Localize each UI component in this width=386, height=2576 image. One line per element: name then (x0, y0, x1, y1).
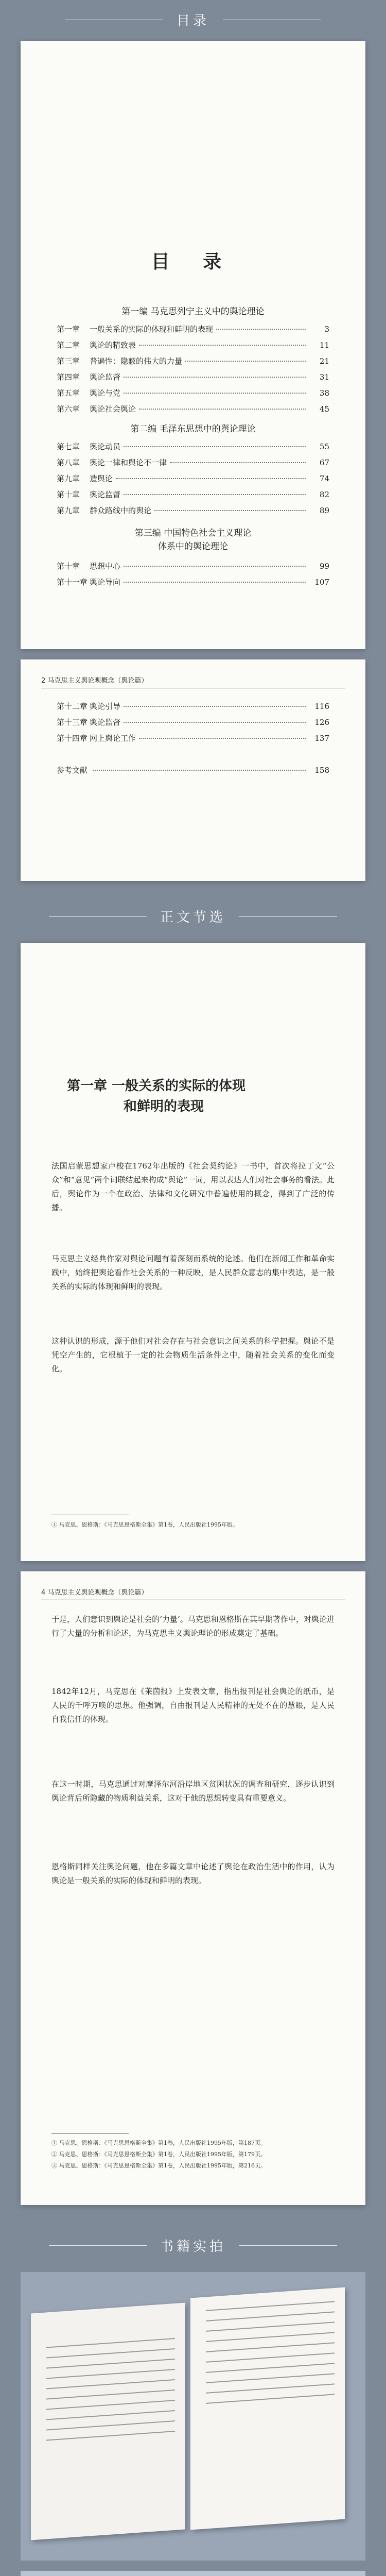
paragraph: 1842年12月，马克思在《莱茵报》上发表文章，指出报刊是社会舆论的纸币，是人民的千呼万唤的思想。他强调，自由报刊是人民精神的无处不在的慧眼，是人民自我信任的体现。 (51, 1687, 335, 1724)
toc-chapter-name: 一般关系的实际的体现和鲜明的表现 (90, 325, 214, 334)
running-header: 4 马克思主义舆论观概念（舆论篇） (41, 1587, 345, 1600)
photo-book-cover (21, 2571, 365, 2576)
toc-chapter-name: 舆论引导 (90, 702, 121, 711)
toc-chapter-number: 第十章 (57, 490, 80, 499)
toc-page-2 (21, 659, 365, 881)
paragraph: 恩格斯同样关注舆论问题，他在多篇文章中论述了舆论在政治生活中的作用，认为舆论是一般关系的实际的体现和鲜明的表现。 (51, 1862, 335, 1885)
toc-chapter-name: 舆论一律和舆论不一律 (90, 458, 167, 467)
toc-leader-dots (139, 738, 306, 739)
toc-row (57, 355, 329, 368)
toc-row (57, 561, 329, 573)
part-3-title-line1: 第三编 中国特色社会主义理论 (134, 528, 252, 538)
toc-row (57, 473, 329, 485)
toc-page-number: 158 (314, 766, 329, 775)
chapter-title-line1: 第一章 一般关系的实际的体现 (67, 1078, 246, 1094)
divider (49, 2245, 147, 2246)
toc-chapter-name: 舆论监督 (90, 372, 121, 382)
toc-page-number: 107 (314, 578, 329, 587)
toc-leader-dots (139, 345, 306, 346)
toc-chapter-name: 普遍性：隐蔽的伟大的力量 (90, 357, 183, 366)
toc-row (57, 324, 329, 336)
paragraph: 这种认识的形成，源于他们对社会存在与社会意识之间关系的科学把握。舆论不是凭空产生的，它根植于一定的社会物质生活条件之中，随着社会关系的变化而变化。 (51, 1336, 335, 1374)
toc-chapter-number: 第九章 (57, 506, 80, 515)
section-title: 正文节选 (160, 909, 226, 925)
photo-open-book (21, 2272, 365, 2561)
toc-chapter-number: 第九章 (57, 474, 80, 483)
toc-chapter-number: 第十一章 (57, 578, 88, 587)
toc-leader-dots (124, 722, 306, 723)
section-header-excerpt (0, 896, 386, 936)
toc-chapter-name: 舆论监督 (90, 490, 121, 499)
toc-leader-dots (124, 582, 306, 583)
toc-leader-dots (93, 770, 306, 771)
toc-row (57, 733, 329, 745)
toc-chapter-name: 舆论动员 (90, 442, 121, 451)
toc-page-number: 74 (319, 474, 329, 483)
toc-row (57, 749, 329, 761)
toc-leader-dots (154, 510, 306, 511)
toc-row (57, 340, 329, 352)
section-header-toc (0, 0, 386, 39)
toc-chapter-name: 网上舆论工作 (90, 734, 136, 743)
toc-leader-dots (124, 494, 306, 495)
toc-chapter-number: 第七章 (57, 442, 80, 451)
toc-chapter-number: 参考文献 (57, 766, 88, 775)
toc-page-1 (21, 41, 365, 649)
toc-page-number: 11 (319, 341, 329, 350)
toc-leader-dots (185, 361, 306, 362)
toc-page-number: 31 (319, 372, 329, 382)
toc-chapter-number: 第十四章 (57, 734, 88, 743)
toc-row (57, 371, 329, 384)
toc-chapter-name: 舆论的精致表 (90, 341, 136, 350)
toc-page-number: 82 (319, 490, 329, 499)
toc-row (57, 387, 329, 400)
paragraph: 在这一时期，马克思通过对摩泽尔河沿岸地区贫困状况的调查和研究，逐步认识到舆论背后所隐藏的物质利益关系，这对于他的思想转变具有重要意义。 (51, 1780, 335, 1803)
toc-page-number: 89 (319, 506, 329, 515)
toc-page-number: 126 (314, 718, 329, 727)
toc-chapter-number: 第十三章 (57, 718, 88, 727)
divider (239, 2245, 337, 2246)
toc-title: 目 录 (151, 251, 235, 273)
toc-chapter-name: 舆论与党 (90, 388, 121, 398)
footnote: ① 马克思、恩格斯：《马克思恩格斯全集》第1卷，人民出版社1995年版，第187页。 (51, 2140, 266, 2146)
toc-chapter-name: 舆论导向 (90, 578, 121, 587)
toc-page-number: 45 (319, 404, 329, 414)
toc-leader-dots (116, 478, 306, 479)
excerpt-page-2 (21, 1571, 365, 2205)
toc-chapter-number: 第十章 (57, 562, 80, 571)
toc-leader-dots (124, 566, 306, 567)
toc-chapter-number: 第一章 (57, 325, 80, 334)
part-2-title: 第二编 毛泽东思想中的舆论理论 (130, 424, 256, 434)
toc-chapter-number: 第六章 (57, 404, 80, 414)
toc-page-number: 3 (324, 325, 329, 334)
toc-leader-dots (216, 329, 306, 330)
toc-chapter-number: 第二章 (57, 341, 80, 350)
toc-leader-dots (124, 706, 306, 707)
toc-row (57, 717, 329, 729)
toc-chapter-number: 第十二章 (57, 702, 88, 711)
toc-row (57, 441, 329, 453)
running-header: 2 马克思主义舆论观概念（舆论篇） (41, 675, 345, 688)
paragraph: 马克思主义经典作家对舆论问题有着深刻而系统的论述。他们在新闻工作和革命实践中，始终把舆论看作社会关系的一种反映，是人民群众意志的集中表达，是一般关系的实际的体现和鲜明的表现。 (51, 1254, 335, 1291)
toc-row (57, 701, 329, 713)
toc-row (57, 457, 329, 469)
toc-leader-dots (124, 393, 306, 394)
divider (49, 916, 147, 917)
footnote: ② 马克思、恩格斯：《马克思恩格斯全集》第1卷，人民出版社1995年版，第179页。 (51, 2151, 266, 2158)
toc-row (57, 505, 329, 517)
toc-page-number: 99 (319, 562, 329, 571)
toc-row (57, 765, 329, 777)
toc-page-number: 21 (319, 357, 329, 366)
chapter-title-line2: 和鲜明的表现 (124, 1099, 204, 1114)
toc-page-number: 67 (319, 458, 329, 467)
paragraph: 法国启蒙思想家卢梭在1762年出版的《社会契约论》一书中，首次将拉丁文“公众”和“意见”两个词联结起来构成“舆论”一词，用以表达人们对社会事务的看法。此后，舆论作为一个在政治、法律和文化研究中普遍使用的概念，得到了广泛的传播。 (51, 1161, 335, 1212)
excerpt-page-1 (21, 943, 365, 1561)
toc-row (57, 577, 329, 589)
toc-row (57, 403, 329, 416)
toc-chapter-number: 第三章 (57, 357, 80, 366)
toc-chapter-number: 第五章 (57, 388, 80, 398)
toc-chapter-name: 舆论监督 (90, 718, 121, 727)
footnote: ① 马克思、恩格斯：《马克思恩格斯全集》第1卷，人民出版社1995年版。 (51, 1521, 238, 1528)
toc-chapter-name: 群众路线中的舆论 (90, 506, 152, 515)
section-header-photos (0, 2226, 386, 2265)
toc-row (57, 489, 329, 501)
toc-leader-dots (124, 446, 306, 447)
section-title: 目录 (176, 13, 209, 29)
toc-chapter-name: 舆论社会舆论 (90, 404, 136, 414)
toc-page-number: 38 (319, 388, 329, 398)
toc-leader-dots (124, 377, 306, 378)
toc-chapter-name: 造舆论 (90, 474, 113, 483)
toc-chapter-name: 思想中心 (90, 562, 121, 571)
part-3-title-line2: 体系中的舆论理论 (158, 541, 228, 552)
part-1-title: 第一编 马克思列宁主义中的舆论理论 (121, 307, 265, 317)
section-title: 书籍实拍 (160, 2239, 226, 2255)
paragraph: 于是，人们意识到舆论是社会的‘力量’。马克思和恩格斯在其早期著作中，对舆论进行了大量的分析和论述，为马克思主义舆论理论的形成奠定了基础。 (51, 1615, 335, 1638)
toc-chapter-number: 第四章 (57, 372, 80, 382)
toc-page-number: 55 (319, 442, 329, 451)
text-lines-illustration (21, 2272, 365, 2561)
toc-page-number: 116 (314, 702, 329, 711)
toc-leader-dots (139, 409, 306, 410)
footnote: ③ 马克思、恩格斯：《马克思恩格斯全集》第1卷，人民出版社1995年版，第216页。 (51, 2162, 266, 2169)
toc-chapter-number: 第八章 (57, 458, 80, 467)
toc-leader-dots (170, 462, 306, 463)
toc-page-number: 137 (314, 734, 329, 743)
divider (239, 916, 337, 917)
